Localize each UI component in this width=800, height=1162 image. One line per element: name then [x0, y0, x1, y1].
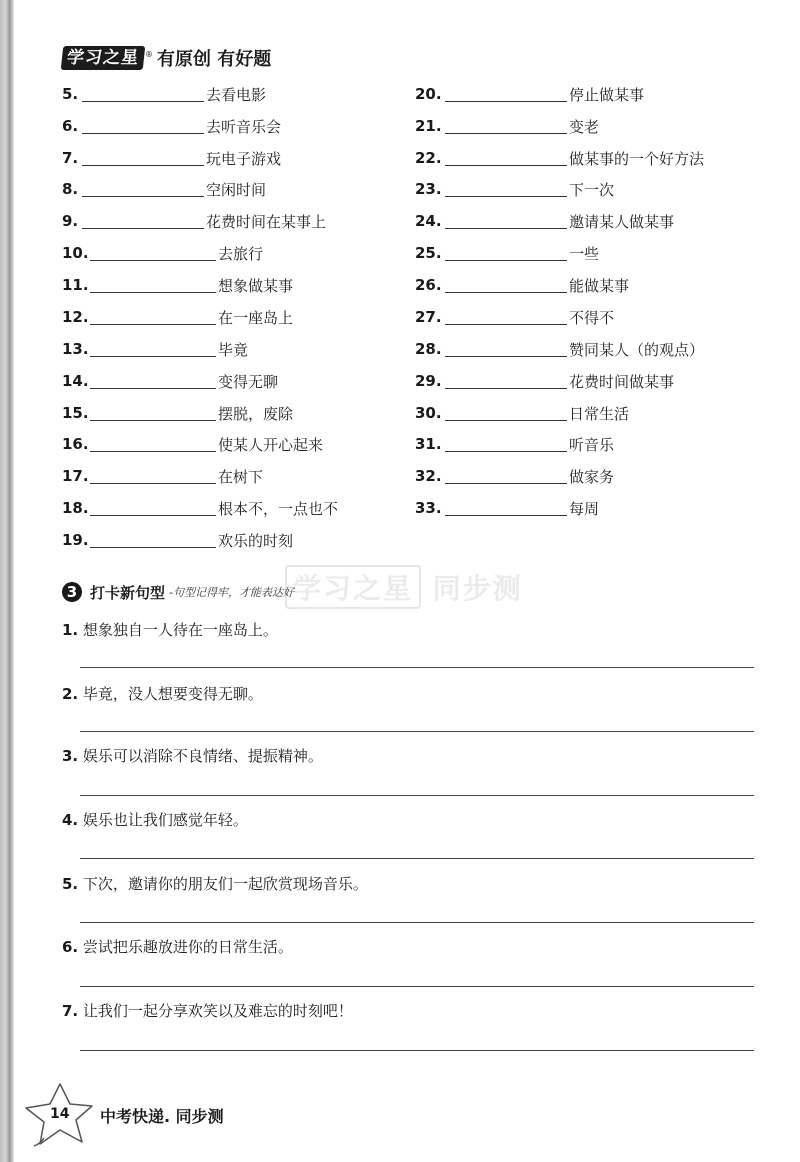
book-spine	[0, 0, 14, 1162]
vocab-item	[62, 242, 263, 264]
page-number: 14	[50, 1106, 70, 1122]
vocab-item	[415, 370, 674, 392]
vocab-number: 30.	[415, 404, 442, 422]
vocab-chinese: 在树下	[218, 467, 264, 486]
vocab-item	[62, 83, 266, 105]
vocab-number: 21.	[415, 117, 442, 135]
vocab-chinese: 听音乐	[569, 435, 615, 454]
sentence-prompt	[62, 1000, 353, 1021]
sentence-number: 4.	[62, 811, 79, 829]
watermark-text: 同步测	[432, 572, 523, 605]
answer-blank[interactable]	[82, 181, 204, 197]
sentence-number: 6.	[62, 938, 79, 956]
section-title	[62, 580, 294, 604]
answer-blank[interactable]	[82, 86, 204, 102]
vocab-number: 23.	[415, 180, 442, 198]
vocab-item	[62, 147, 281, 169]
vocab-chinese: 变得无聊	[218, 372, 279, 391]
vocab-chinese: 花费时间在某事上	[206, 212, 327, 231]
vocab-chinese: 在一座岛上	[218, 308, 294, 327]
vocab-item	[415, 497, 599, 519]
vocab-item	[415, 274, 629, 296]
sentence-number: 3.	[62, 747, 79, 765]
answer-blank[interactable]	[445, 373, 567, 389]
answer-blank[interactable]	[90, 436, 216, 452]
answer-blank[interactable]	[445, 118, 567, 134]
vocab-chinese: 变老	[569, 117, 600, 136]
answer-blank[interactable]	[82, 118, 204, 134]
vocab-item	[415, 465, 614, 487]
answer-line[interactable]	[80, 922, 754, 923]
answer-blank[interactable]	[90, 373, 216, 389]
answer-blank[interactable]	[82, 150, 204, 166]
footer-title: 中考快递. 同步测	[100, 1107, 224, 1126]
vocab-number: 29.	[415, 372, 442, 390]
vocab-number: 5.	[62, 85, 79, 103]
answer-blank[interactable]	[445, 341, 567, 357]
vocab-item	[62, 402, 293, 424]
vocab-number: 7.	[62, 149, 79, 167]
answer-blank[interactable]	[445, 309, 567, 325]
vocab-item	[415, 306, 614, 328]
vocab-item	[62, 433, 323, 455]
vocab-item	[415, 433, 614, 455]
vocab-item	[62, 210, 326, 232]
brand-logo: 学习之星	[61, 46, 146, 70]
answer-line[interactable]	[80, 858, 754, 859]
answer-blank[interactable]	[90, 500, 216, 516]
vocab-item	[415, 115, 599, 137]
vocab-number: 31.	[415, 435, 442, 453]
vocab-item	[415, 338, 704, 360]
sentence-text: 让我们一起分享欢笑以及难忘的时刻吧！	[82, 1002, 353, 1020]
vocab-number: 6.	[62, 117, 79, 135]
vocab-number: 33.	[415, 499, 442, 517]
registered-mark: ®	[145, 49, 153, 59]
answer-blank[interactable]	[82, 213, 204, 229]
vocab-chinese: 想象做某事	[218, 276, 294, 295]
vocab-number: 25.	[415, 244, 442, 262]
sentence-text: 娱乐可以消除不良情绪、提振精神。	[82, 747, 323, 765]
vocab-number: 19.	[62, 531, 89, 549]
vocab-chinese: 去看电影	[206, 85, 267, 104]
answer-blank[interactable]	[445, 405, 567, 421]
vocab-item	[62, 338, 248, 360]
vocab-number: 8.	[62, 180, 79, 198]
sentence-prompt	[62, 809, 248, 830]
vocab-item	[62, 115, 281, 137]
sentence-text: 想象独自一人待在一座岛上。	[82, 621, 278, 639]
vocab-chinese: 根本不，一点也不	[218, 499, 339, 518]
answer-blank[interactable]	[90, 532, 216, 548]
sentence-number: 2.	[62, 685, 79, 703]
vocab-chinese: 使某人开心起来	[218, 435, 324, 454]
sentence-number: 7.	[62, 1002, 79, 1020]
vocab-chinese: 下一次	[569, 180, 615, 199]
page-header	[62, 43, 271, 73]
vocab-number: 32.	[415, 467, 442, 485]
vocab-number: 9.	[62, 212, 79, 230]
vocab-item	[62, 370, 278, 392]
answer-blank[interactable]	[90, 468, 216, 484]
vocab-number: 11.	[62, 276, 89, 294]
sentence-text: 下次，邀请你的朋友们一起欣赏现场音乐。	[82, 875, 368, 893]
section-name: 打卡新句型	[90, 583, 166, 602]
vocab-number: 16.	[62, 435, 89, 453]
vocab-chinese: 摆脱，废除	[218, 404, 294, 423]
answer-blank[interactable]	[445, 436, 567, 452]
vocab-chinese: 做某事的一个好方法	[569, 149, 705, 168]
sentence-prompt	[62, 936, 293, 957]
vocab-chinese: 花费时间做某事	[569, 372, 675, 391]
answer-line[interactable]	[80, 731, 754, 732]
sentence-prompt	[62, 873, 368, 894]
sentence-number: 5.	[62, 875, 79, 893]
vocab-number: 12.	[62, 308, 89, 326]
vocab-item	[415, 83, 644, 105]
vocab-number: 20.	[415, 85, 442, 103]
vocab-chinese: 赞同某人（的观点）	[569, 340, 705, 359]
watermark	[285, 565, 523, 609]
vocab-number: 14.	[62, 372, 89, 390]
vocab-item	[415, 210, 674, 232]
answer-blank[interactable]	[445, 181, 567, 197]
answer-blank[interactable]	[90, 277, 216, 293]
vocab-chinese: 欢乐的时刻	[218, 531, 294, 550]
answer-blank[interactable]	[445, 213, 567, 229]
vocab-number: 26.	[415, 276, 442, 294]
vocab-chinese: 邀请某人做某事	[569, 212, 675, 231]
vocab-item	[62, 274, 293, 296]
vocab-item	[62, 529, 293, 551]
vocab-chinese: 空闲时间	[206, 180, 267, 199]
answer-blank[interactable]	[90, 309, 216, 325]
vocab-number: 18.	[62, 499, 89, 517]
sentence-text: 尝试把乐趣放进你的日常生活。	[82, 938, 293, 956]
answer-blank[interactable]	[445, 86, 567, 102]
answer-blank[interactable]	[445, 468, 567, 484]
answer-blank[interactable]	[90, 341, 216, 357]
sentence-text: 毕竟，没人想要变得无聊。	[82, 685, 263, 703]
section-subtitle: -句型记得牢，才能表达好	[169, 586, 294, 599]
vocab-item	[62, 465, 263, 487]
vocab-item	[62, 306, 293, 328]
vocab-number: 13.	[62, 340, 89, 358]
slogan: 有原创 有好题	[157, 49, 272, 70]
vocab-item	[62, 178, 266, 200]
answer-line[interactable]	[80, 1050, 754, 1051]
vocab-number: 17.	[62, 467, 89, 485]
vocab-chinese: 日常生活	[569, 404, 630, 423]
vocab-chinese: 停止做某事	[569, 85, 645, 104]
sentence-number: 1.	[62, 621, 79, 639]
answer-blank[interactable]	[90, 245, 216, 261]
answer-blank[interactable]	[445, 150, 567, 166]
vocab-number: 28.	[415, 340, 442, 358]
sentence-prompt	[62, 745, 323, 766]
vocab-number: 22.	[415, 149, 442, 167]
vocab-chinese: 不得不	[569, 308, 615, 327]
vocab-chinese: 玩电子游戏	[206, 149, 282, 168]
answer-line[interactable]	[80, 986, 754, 987]
answer-blank[interactable]	[445, 245, 567, 261]
vocab-chinese: 去旅行	[218, 244, 264, 263]
sentence-prompt	[62, 683, 263, 704]
answer-blank[interactable]	[445, 277, 567, 293]
vocab-chinese: 每周	[569, 499, 600, 518]
vocab-item	[415, 147, 704, 169]
sentence-prompt	[62, 619, 278, 640]
vocab-chinese: 一些	[569, 244, 600, 263]
vocab-chinese: 去听音乐会	[206, 117, 282, 136]
vocab-number: 10.	[62, 244, 89, 262]
answer-blank[interactable]	[90, 405, 216, 421]
watermark-logo: 学习之星	[285, 565, 421, 609]
vocab-number: 15.	[62, 404, 89, 422]
vocab-chinese: 毕竟	[218, 340, 249, 359]
vocab-item	[415, 178, 614, 200]
vocab-number: 24.	[415, 212, 442, 230]
answer-line[interactable]	[80, 795, 754, 796]
vocab-item	[415, 402, 629, 424]
vocab-item	[415, 242, 599, 264]
vocab-number: 27.	[415, 308, 442, 326]
section-number-badge: 3	[62, 582, 82, 602]
sentence-text: 娱乐也让我们感觉年轻。	[82, 811, 248, 829]
vocab-chinese: 能做某事	[569, 276, 630, 295]
answer-blank[interactable]	[445, 500, 567, 516]
vocab-item	[62, 497, 338, 519]
vocab-chinese: 做家务	[569, 467, 615, 486]
answer-line[interactable]	[80, 667, 754, 668]
